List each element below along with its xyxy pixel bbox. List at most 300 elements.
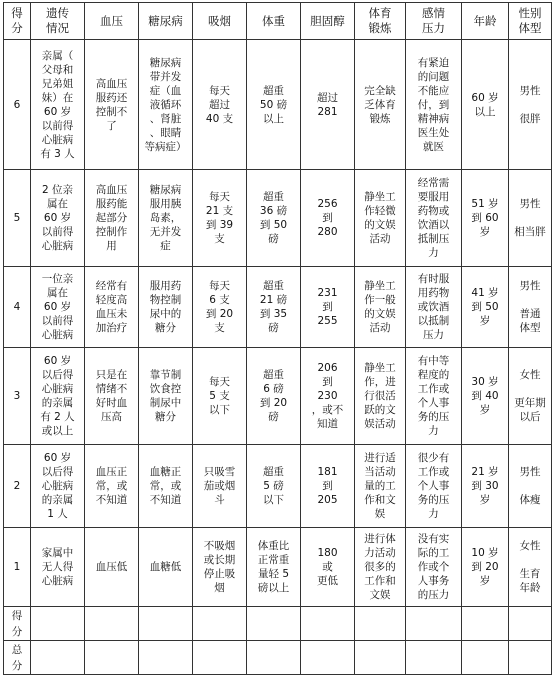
cell-text: 到 30 <box>471 480 499 492</box>
cell-text: 了 <box>106 119 117 132</box>
smoking-cell <box>193 528 247 607</box>
empty-score-cell[interactable] <box>355 641 406 675</box>
cell-text: 轻度高 <box>95 294 128 306</box>
cell-text: 岁 <box>479 494 491 506</box>
score-cell: 4 <box>4 267 31 348</box>
cell-text: 到 <box>322 212 333 224</box>
blood-pressure-cell <box>85 445 139 528</box>
cell-text: 文娱 <box>369 589 391 601</box>
cell-text: 得 <box>11 6 23 20</box>
cell-text: 个人事 <box>417 397 450 409</box>
smoking-cell <box>193 445 247 528</box>
cell-text: 工作或 <box>417 466 450 478</box>
exercise-header <box>355 3 406 40</box>
exercise-cell <box>355 40 406 170</box>
cell-text: 烟 <box>214 582 225 594</box>
cell-text: 以前得 <box>41 315 74 327</box>
cell-text: 不能应 <box>417 84 450 97</box>
sex-body-cell <box>509 40 552 170</box>
stress-cell <box>406 40 462 170</box>
cell-text: 力 <box>428 425 439 437</box>
cell-text: 遗传 <box>46 6 69 20</box>
cell-text: 以前得 <box>41 226 74 238</box>
cell-text: 21 岁 <box>471 466 499 478</box>
age-cell <box>462 528 509 607</box>
cell-text: 到 50 <box>259 219 288 231</box>
cell-text: 180 <box>317 547 338 559</box>
cell-text: 到 40 <box>471 390 499 402</box>
cell-text: 停止吸 <box>203 568 236 580</box>
score-cell: 2 <box>4 445 31 528</box>
empty-score-cell[interactable] <box>462 607 509 641</box>
empty-score-cell[interactable] <box>193 641 247 675</box>
cell-text: 很多的 <box>364 561 396 573</box>
cell-text: 活动 <box>369 322 391 334</box>
cell-text: 力活动 <box>364 547 396 559</box>
cell-text: 物控制 <box>149 294 182 306</box>
cell-text: 支 <box>214 233 225 245</box>
cell-text: 属在 <box>47 287 68 299</box>
cell-text: 控制不 <box>95 105 128 118</box>
exercise-cell <box>355 348 406 445</box>
weight-cell <box>247 170 301 267</box>
cell-text: 个人事 <box>417 480 450 492</box>
cell-text: 常，或 <box>95 480 128 492</box>
exercise-cell <box>355 528 406 607</box>
cell-text: 分 <box>11 21 23 35</box>
cell-text: 255 <box>317 315 338 327</box>
cell-text: 男性 <box>519 84 541 97</box>
score-row <box>4 267 552 348</box>
cell-text: 液循环 <box>149 98 182 111</box>
cell-text: 6 支 <box>209 294 230 306</box>
cell-text: 作，进 <box>364 376 396 388</box>
cell-text: 制尿中 <box>149 397 182 409</box>
cell-text: 一位亲 <box>41 273 74 285</box>
cell-text: 超过 <box>209 98 230 111</box>
cell-text: 60 岁 <box>43 355 72 367</box>
heredity-header <box>31 3 85 40</box>
cell-text: 胆固醇 <box>310 13 345 28</box>
cell-text: 亲属（ <box>41 49 74 62</box>
cell-text: 心脏病 <box>41 383 74 395</box>
cell-text: 程度的 <box>417 369 450 381</box>
cell-text: 吸烟 <box>208 13 231 28</box>
cell-text: 男性 <box>519 466 541 478</box>
empty-score-cell[interactable] <box>31 607 85 641</box>
cell-text: 以前得 <box>41 119 74 132</box>
score-header <box>4 3 31 40</box>
cell-text: 每天 <box>209 191 230 203</box>
cell-text: 娱活动 <box>364 418 396 430</box>
cell-text: 症 <box>160 240 171 252</box>
cell-text: 6 磅 <box>263 383 284 395</box>
cell-text: 际的工 <box>417 547 450 559</box>
cell-text: 工作和 <box>364 575 396 587</box>
cell-text: 2 位亲 <box>41 184 74 196</box>
cell-text: 务的压 <box>417 411 450 423</box>
empty-score-cell[interactable] <box>247 641 301 675</box>
cell-text: 的亲属 <box>41 494 74 506</box>
cell-text: 有时服 <box>417 273 450 285</box>
cell-text: 、肾脏 <box>149 112 182 125</box>
cell-text: 181 <box>317 466 338 478</box>
cell-text: 情况 <box>46 21 69 35</box>
empty-score-cell[interactable] <box>301 607 355 641</box>
exercise-cell <box>355 170 406 267</box>
cell-text: 或 <box>322 561 333 573</box>
score-row <box>4 528 552 607</box>
empty-score-cell[interactable] <box>406 641 462 675</box>
cell-text: 靠节制 <box>149 369 182 381</box>
cell-text: 要服用 <box>417 191 450 203</box>
cell-text: 到 60 <box>471 212 499 224</box>
cell-text: 有中等 <box>417 355 450 367</box>
cell-text: 心脏病 <box>41 133 74 146</box>
weight-header <box>247 3 301 40</box>
cell-text: 21 磅 <box>259 294 288 306</box>
empty-score-cell[interactable] <box>247 607 301 641</box>
cell-text: 体型 <box>519 322 541 334</box>
cell-text: 普通 <box>519 308 541 320</box>
cell-text: 以上 <box>474 105 496 118</box>
cell-text: 体型 <box>518 21 542 35</box>
cell-text: 5 支 <box>209 390 230 402</box>
cell-text: 妹）在 <box>41 91 74 104</box>
exercise-cell <box>355 267 406 348</box>
cell-text: 力 <box>428 247 439 259</box>
cell-text: 很少有 <box>417 452 450 464</box>
cell-text: 糖尿病 <box>149 184 182 196</box>
cell-text: 力 <box>428 508 439 520</box>
cell-text: 娱 <box>374 508 386 520</box>
cell-text: 量轻 5 <box>257 568 290 580</box>
cell-text: 血压 <box>100 13 123 28</box>
cell-text: 超过 <box>317 91 338 104</box>
cholesterol-cell <box>301 528 355 607</box>
cell-text: 静坐工 <box>364 362 396 374</box>
score-cell: 3 <box>4 348 31 445</box>
footer-label <box>4 641 31 675</box>
age-cell <box>462 267 509 348</box>
age-cell <box>462 348 509 445</box>
diabetes-cell <box>139 267 193 348</box>
cell-text: 1 人 <box>47 508 68 520</box>
cell-text: 抵制压 <box>417 233 450 245</box>
cell-text: 超重 <box>263 466 284 478</box>
cell-text: 到 39 <box>205 219 234 231</box>
empty-score-cell[interactable] <box>31 641 85 675</box>
cell-text: 5 磅 <box>263 480 284 492</box>
cell-text: 体瘦 <box>519 494 541 506</box>
cell-text: 的亲属 <box>41 397 74 409</box>
cell-text: 41 岁 <box>471 287 499 299</box>
empty-score-cell[interactable] <box>509 641 552 675</box>
cell-text: 分 <box>11 625 23 638</box>
cell-text: 以下 <box>209 404 230 416</box>
cell-text: 服药还 <box>95 91 128 104</box>
cell-text: 50 磅 <box>259 98 288 111</box>
cell-text: 体重比 <box>257 540 290 552</box>
cell-text: 到 20 <box>471 561 499 573</box>
cell-text: 不知道 <box>95 494 128 506</box>
cell-text: 到 <box>322 301 333 313</box>
cell-text: 经常有 <box>95 280 128 292</box>
cell-text: 跃的文 <box>364 404 396 416</box>
cell-text: 206 <box>317 362 338 374</box>
cell-text: 服用胰 <box>149 198 182 210</box>
cell-text: 作一般 <box>364 294 396 306</box>
cell-text: 岁 <box>479 404 491 416</box>
cell-text: 作轻微 <box>364 205 396 217</box>
cell-text: 饮食控 <box>149 383 182 395</box>
blood-pressure-cell <box>85 40 139 170</box>
cell-text: 岁 <box>479 575 491 587</box>
score-cell: 1 <box>4 528 31 607</box>
empty-score-cell[interactable] <box>355 607 406 641</box>
sex-body-cell <box>509 528 552 607</box>
cell-text: 得 <box>11 609 23 622</box>
cell-text: 到 50 <box>471 301 499 313</box>
cell-text: 等病症） <box>144 140 187 153</box>
cell-text: 女性 <box>519 540 541 552</box>
cell-text: 药物或 <box>417 205 450 217</box>
cell-text: 心脏病 <box>41 480 74 492</box>
empty-score-cell[interactable] <box>462 641 509 675</box>
age-cell <box>462 445 509 528</box>
cell-text: 支 <box>214 322 225 334</box>
cell-text: 的问题 <box>417 70 450 83</box>
cell-text: 感情 <box>422 6 445 20</box>
weight-cell <box>247 267 301 348</box>
cell-text: 到 <box>322 480 333 492</box>
cell-text: ，或不 <box>311 404 344 416</box>
footer-label <box>4 607 31 641</box>
cell-text: 控制作 <box>95 226 128 238</box>
empty-score-cell[interactable] <box>139 607 193 641</box>
cell-text: 不知道 <box>149 494 182 506</box>
blood-pressure-header <box>85 3 139 40</box>
cell-text: 尿中的 <box>149 308 182 320</box>
cell-text: 相当胖 <box>514 226 546 238</box>
cell-text: 超重 <box>263 280 284 292</box>
empty-score-cell[interactable] <box>193 607 247 641</box>
cell-text: 作和文 <box>364 494 396 506</box>
score-total-row <box>4 607 552 641</box>
cell-text: 以上 <box>263 112 284 125</box>
cell-text: 总 <box>11 643 23 656</box>
cell-text: 心脏病 <box>41 240 74 252</box>
cell-text: 用药物 <box>417 287 450 299</box>
cell-text: 高血压 <box>95 184 128 196</box>
empty-score-cell[interactable] <box>509 607 552 641</box>
score-row <box>4 348 552 445</box>
cell-text: 付，到 <box>417 98 450 111</box>
cell-text: 无人得 <box>41 561 74 573</box>
sex-body-cell <box>509 445 552 528</box>
heredity-cell <box>31 267 85 348</box>
cell-text: 活动 <box>369 233 391 245</box>
diabetes-cell <box>139 348 193 445</box>
cell-text: 知道 <box>317 418 338 430</box>
cell-text: 体重 <box>262 13 285 28</box>
cell-text: 只吸雪 <box>203 466 236 478</box>
cell-text: 60 岁 <box>43 105 72 118</box>
age-cell <box>462 170 509 267</box>
cell-text: 糖分 <box>155 411 176 423</box>
cell-text: 到 20 <box>205 308 234 320</box>
cell-text: 症（血 <box>149 84 182 97</box>
cell-text: 常，或 <box>149 480 182 492</box>
weight-cell <box>247 348 301 445</box>
weight-cell <box>247 445 301 528</box>
age-cell <box>462 40 509 170</box>
cell-text: 以后 <box>519 411 541 423</box>
cell-text: 60 岁 <box>43 301 72 313</box>
heredity-cell <box>31 445 85 528</box>
cell-text: 36 磅 <box>259 205 288 217</box>
cell-text: 超重 <box>263 191 284 203</box>
cell-text: 工作或 <box>417 383 450 395</box>
cell-text: 人事务 <box>417 575 450 587</box>
cell-text: 60 岁 <box>43 212 72 224</box>
smoking-header <box>193 3 247 40</box>
score-row <box>4 40 552 170</box>
weight-cell <box>247 528 301 607</box>
cell-text: 加治疗 <box>95 322 128 334</box>
cell-text: 256 <box>317 198 338 210</box>
cell-text: 经常需 <box>417 177 450 189</box>
cell-text: 磅 <box>268 411 279 423</box>
sex-body-header <box>509 3 552 40</box>
cell-text: 磅 <box>268 233 279 245</box>
cell-text: 糖尿病 <box>148 13 183 28</box>
empty-score-cell[interactable] <box>406 607 462 641</box>
cell-text: 精神病 <box>417 112 450 125</box>
cholesterol-header <box>301 3 355 40</box>
cell-text: 岛素， <box>149 212 182 224</box>
cell-text: 压高 <box>101 411 122 423</box>
cell-text: 的压力 <box>417 589 450 601</box>
cell-text: 10 岁 <box>471 547 499 559</box>
cell-text: 压力 <box>423 329 444 341</box>
cell-text: 锻炼 <box>368 21 392 35</box>
cell-text: 280 <box>317 226 338 238</box>
sex-body-cell <box>509 267 552 348</box>
cell-text: 年龄 <box>519 582 541 594</box>
cell-text: 锻炼 <box>369 112 391 125</box>
cell-text: 51 岁 <box>471 198 499 210</box>
cell-text: 男性 <box>519 198 541 210</box>
cell-text: 当活动 <box>364 466 396 478</box>
heredity-cell <box>31 528 85 607</box>
cell-text: 兄弟姐 <box>41 77 74 90</box>
cell-text: 231 <box>317 287 338 299</box>
cell-text: 生育 <box>519 568 541 580</box>
cell-text: 每天 <box>209 84 230 97</box>
age-header <box>462 3 509 40</box>
cell-text: 进行适 <box>364 452 396 464</box>
cell-text: 服用药 <box>149 280 182 292</box>
cell-text: 情绪不 <box>95 383 128 395</box>
cell-text: 血压未 <box>95 308 128 320</box>
cell-text: 40 支 <box>205 112 234 125</box>
cell-text: 心脏病 <box>41 575 74 587</box>
empty-score-cell[interactable] <box>139 641 193 675</box>
cell-text: 心脏病 <box>41 329 74 341</box>
stress-cell <box>406 348 462 445</box>
sex-body-cell <box>509 348 552 445</box>
stress-cell <box>406 528 462 607</box>
diabetes-cell <box>139 170 193 267</box>
cell-text: 就医 <box>423 140 444 153</box>
heredity-cell <box>31 170 85 267</box>
cell-text: 年龄 <box>473 13 497 28</box>
cell-text: 进行体 <box>364 533 396 545</box>
cell-text: 好时血 <box>95 397 128 409</box>
score-cell: 6 <box>4 40 31 170</box>
blood-pressure-cell <box>85 267 139 348</box>
cholesterol-cell <box>301 267 355 348</box>
score-row <box>4 170 552 267</box>
empty-score-cell[interactable] <box>85 641 139 675</box>
cell-text: 磅以上 <box>257 582 290 594</box>
cell-text: 或以上 <box>41 425 74 437</box>
heredity-cell <box>31 348 85 445</box>
empty-score-cell[interactable] <box>85 607 139 641</box>
cell-text: 父母和 <box>41 63 74 76</box>
cell-text: 无并发 <box>149 226 182 238</box>
cell-text: 女性 <box>519 369 541 381</box>
empty-score-cell[interactable] <box>301 641 355 675</box>
cell-text: 作或个 <box>417 561 450 573</box>
cell-text: 茄或烟 <box>203 480 236 492</box>
smoking-cell <box>193 348 247 445</box>
cell-text: 饮酒以 <box>417 219 450 231</box>
cholesterol-cell <box>301 348 355 445</box>
cell-text: 正常重 <box>257 554 290 566</box>
weight-cell <box>247 40 301 170</box>
cell-text: 超重 <box>263 84 284 97</box>
cell-text: 静坐工 <box>364 280 396 292</box>
heart-risk-table <box>3 2 552 675</box>
cell-text: 岁 <box>479 226 491 238</box>
smoking-cell <box>193 267 247 348</box>
cell-text: 有 2 人 <box>40 411 75 423</box>
cell-text: 完全缺 <box>364 84 396 97</box>
cell-text: 更低 <box>317 575 338 587</box>
cell-text: 只是在 <box>95 369 128 381</box>
cell-text: 医生处 <box>417 126 450 139</box>
score-cell: 5 <box>4 170 31 267</box>
cell-text: 281 <box>317 105 338 118</box>
blood-pressure-cell <box>85 170 139 267</box>
cell-text: 230 <box>317 390 338 402</box>
cell-text: 量的工 <box>364 480 396 492</box>
cell-text: 服药能 <box>95 198 128 210</box>
cell-text: 以后得 <box>41 369 74 381</box>
cell-text: 斗 <box>214 494 225 506</box>
stress-cell <box>406 445 462 528</box>
cell-text: 性别 <box>518 6 542 20</box>
diabetes-cell <box>139 528 193 607</box>
stress-cell <box>406 267 462 348</box>
grand-total-row <box>4 641 552 675</box>
cell-text: 压力 <box>422 21 445 35</box>
cell-text: 到 35 <box>259 308 288 320</box>
blood-pressure-cell <box>85 348 139 445</box>
cell-text: 磅 <box>268 322 279 334</box>
